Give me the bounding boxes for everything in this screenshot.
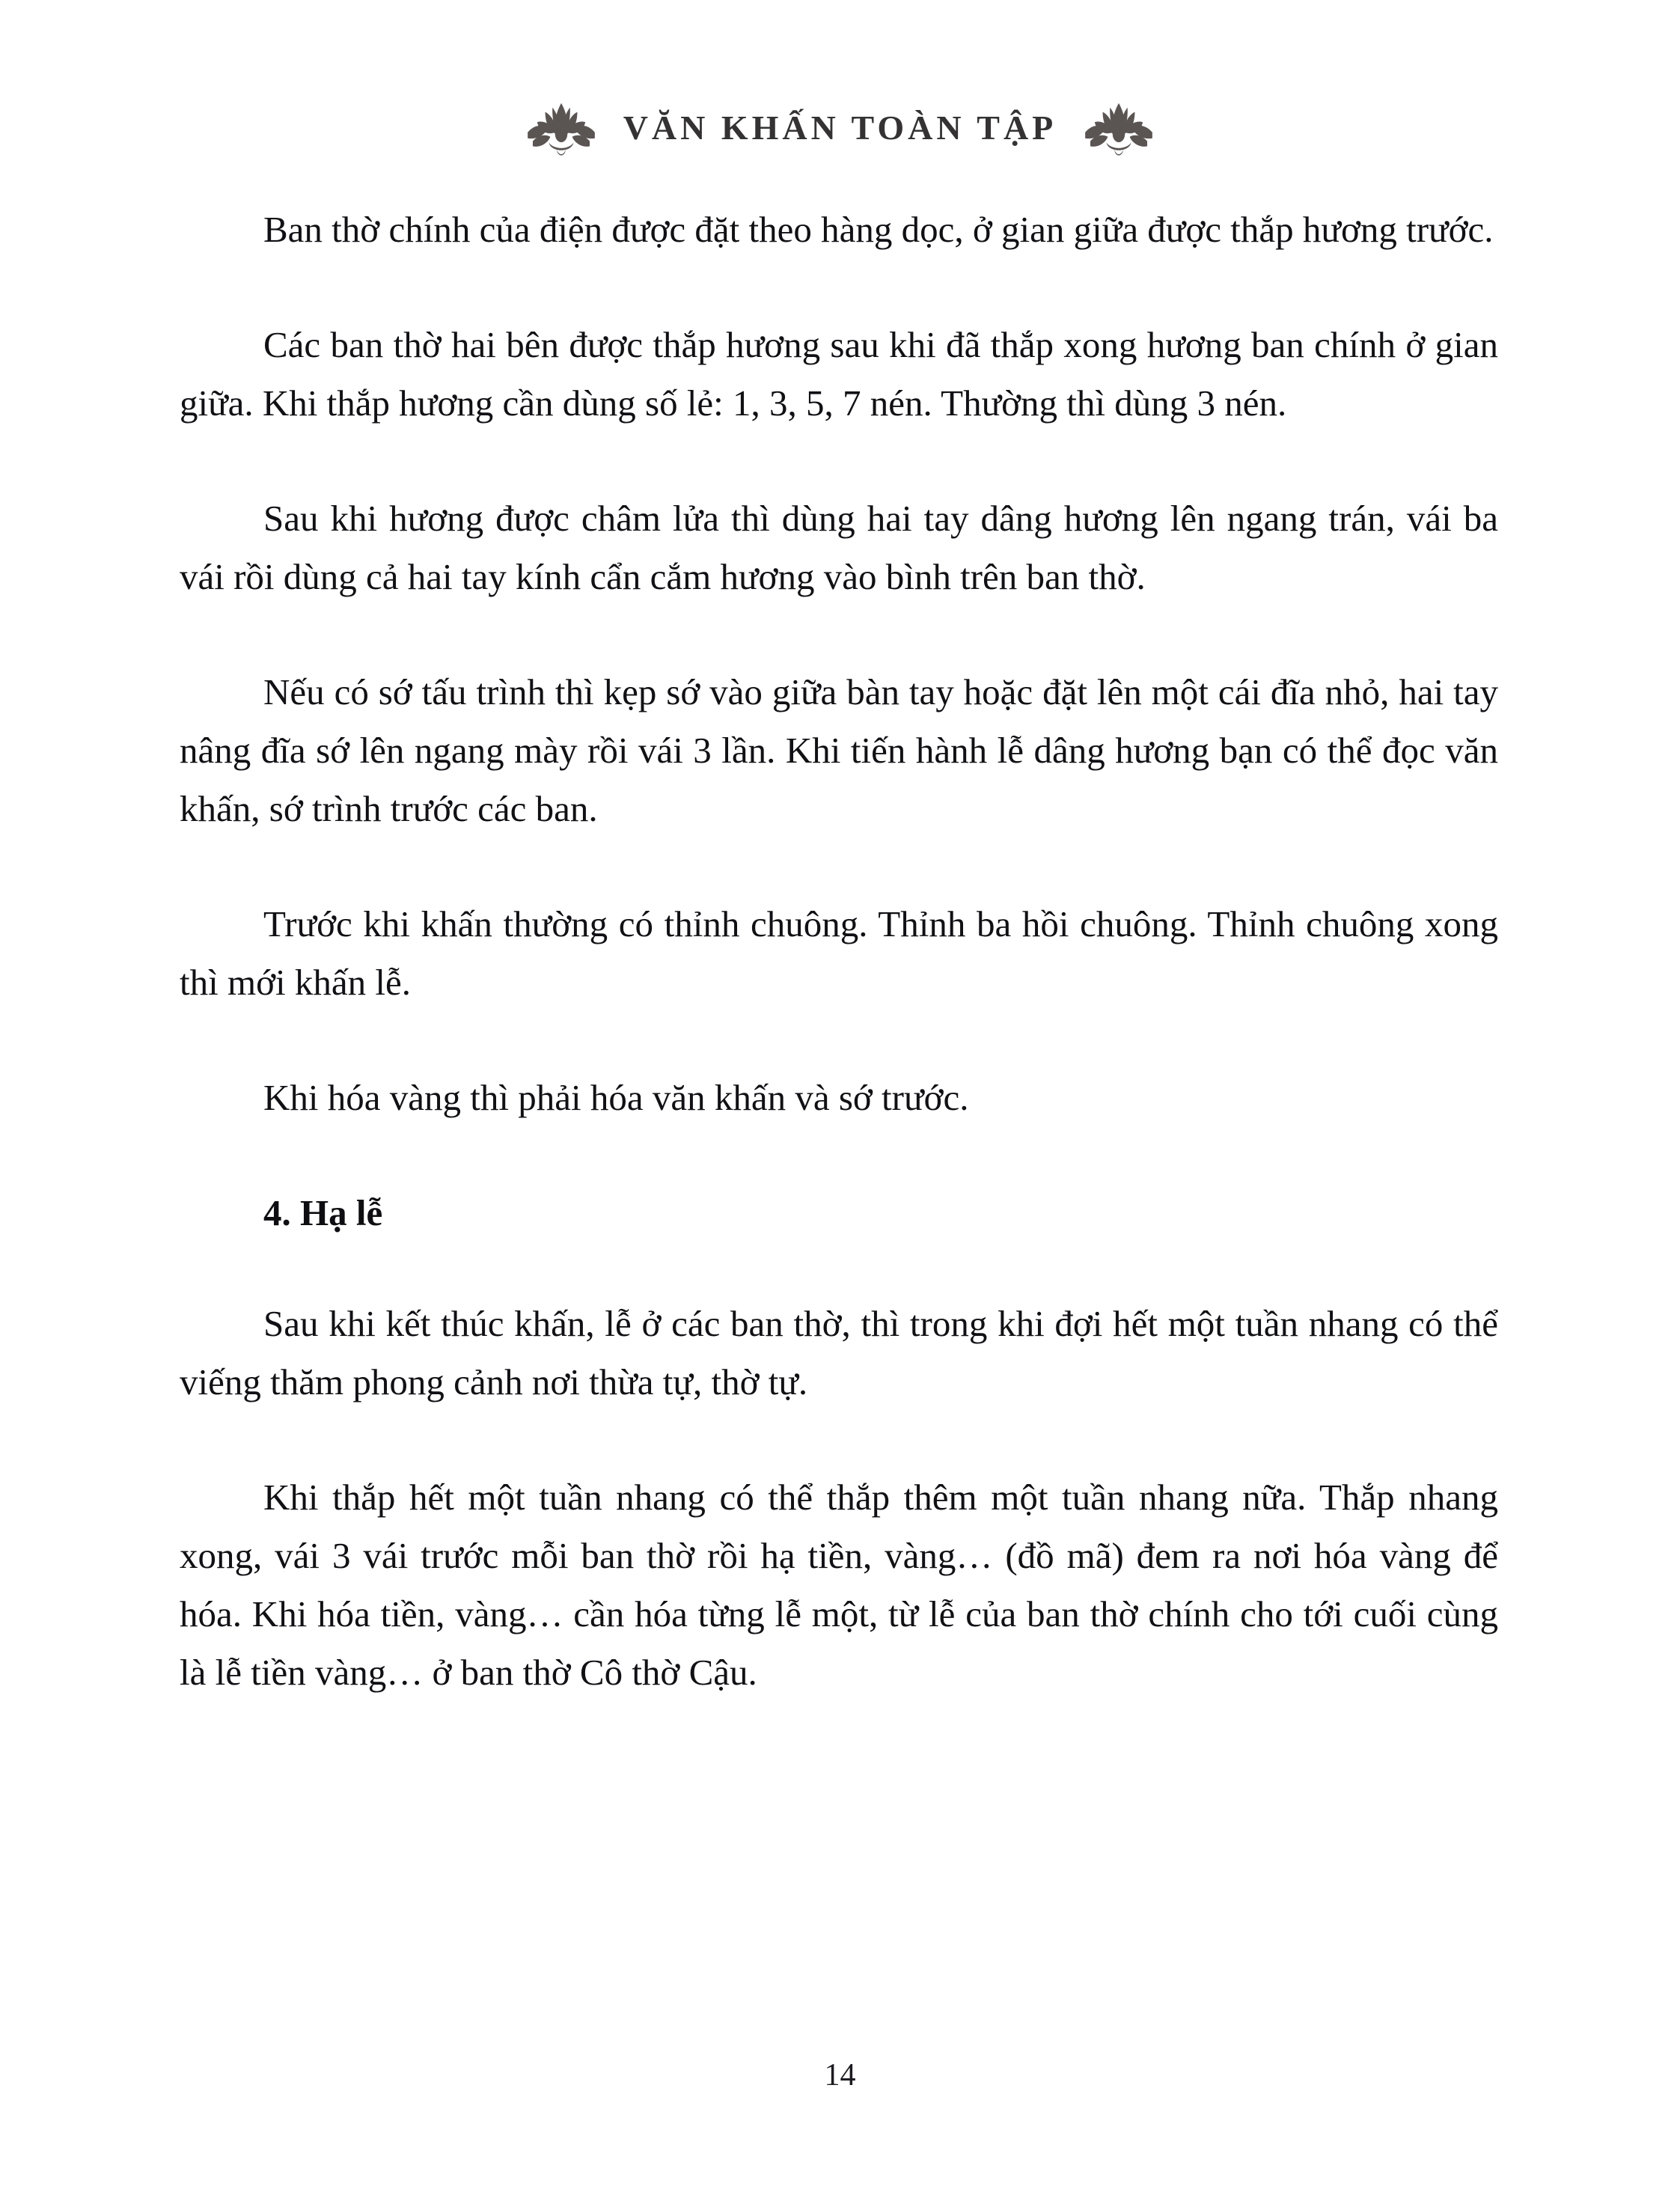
body-paragraph: Khi thắp hết một tuần nhang có thể thắp thêm một tuần nhang nữa. Thắp nhang xong, vái 3 vái trước mỗi ban thờ rồi hạ tiền, vàng… (đồ mã) đem ra nơi hóa vàng để hóa. Khi hóa tiền, vàng… cần hóa từng lễ một, từ lễ của ban thờ chính cho tới cuối cùng là lễ tiền vàng… ở ban thờ Cô thờ Cậu. xyxy=(180,1477,1498,1693)
body-paragraph: Các ban thờ hai bên được thắp hương sau khi đã thắp xong hương ban chính ở gian giữa. Khi thắp hương cần dùng số lẻ: 1, 3, 5, 7 nén. Thường thì dùng 3 nén. xyxy=(180,324,1498,424)
body-paragraph: Trước khi khấn thường có thỉnh chuông. Thỉnh ba hồi chuông. Thỉnh chuông xong thì mới khấn lễ. xyxy=(180,903,1498,1003)
page-footer xyxy=(0,2060,1680,2091)
running-head-title: VĂN KHẤN TOÀN TẬP xyxy=(623,109,1057,147)
page-body xyxy=(180,201,1498,1702)
section-heading-ha-le: 4. Hạ lễ xyxy=(263,1192,383,1233)
body-paragraph: Sau khi kết thúc khấn, lễ ở các ban thờ, thì trong khi đợi hết một tuần nhang có thể viếng thăm phong cảnh nơi thừa tự, thờ tự. xyxy=(180,1303,1498,1402)
page-header xyxy=(0,88,1680,171)
lotus-flower-icon xyxy=(1082,100,1155,159)
body-paragraph: Ban thờ chính của điện được đặt theo hàng dọc, ở gian giữa được thắp hương trước. xyxy=(263,209,1494,250)
lotus-flower-icon xyxy=(525,100,598,159)
body-paragraph: Khi hóa vàng thì phải hóa văn khấn và sớ trước. xyxy=(263,1077,969,1118)
body-paragraph: Nếu có sớ tấu trình thì kẹp sớ vào giữa bàn tay hoặc đặt lên một cái đĩa nhỏ, hai tay nâng đĩa sớ lên ngang mày rồi vái 3 lần. Khi tiến hành lễ dâng hương bạn có thể đọc văn khấn, sớ trình trước các ban. xyxy=(180,671,1498,829)
body-paragraph: Sau khi hương được châm lửa thì dùng hai tay dâng hương lên ngang trán, vái ba vái rồi dùng cả hai tay kính cẩn cắm hương vào bình trên ban thờ. xyxy=(180,498,1498,597)
page-number: 14 xyxy=(824,2058,856,2093)
